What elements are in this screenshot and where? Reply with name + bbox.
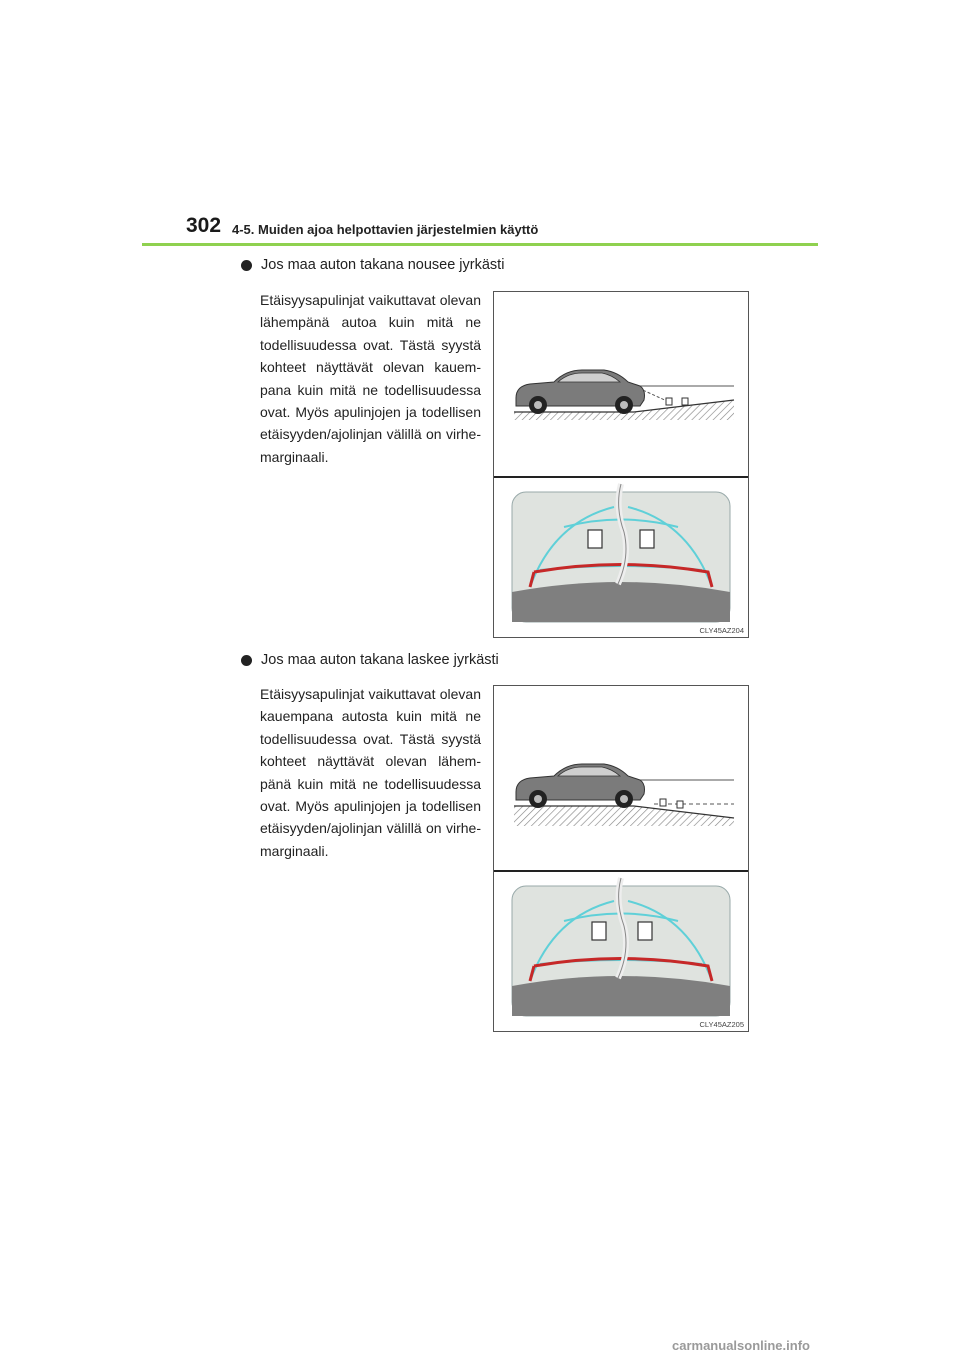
section-heading-uphill [241,257,504,273]
side-view [514,370,734,420]
header-rule [142,243,818,246]
side-view [514,764,734,826]
figure-downhill [493,685,749,1032]
figure-code: CLY45AZ205 [699,1020,744,1029]
section-heading-downhill [241,652,499,668]
section-heading-text: Jos maa auton takana laskee jyrkästi [261,652,499,668]
bullet-icon [241,260,252,271]
camera-view [512,878,730,1016]
camera-view [512,484,730,622]
watermark-link[interactable]: carmanualsonline.info [672,1338,810,1353]
bullet-icon [241,655,252,666]
car-icon [516,370,645,414]
uphill-illustration [494,292,748,637]
downhill-illustration [494,686,748,1031]
section-title: 4-5. Muiden ajoa helpottavien järjestelmien käyttö [232,222,539,237]
page-number: 302 [186,214,222,237]
figure-uphill [493,291,749,638]
figure-code: CLY45AZ204 [699,626,744,635]
section-heading-text: Jos maa auton takana nousee jyrkästi [261,257,505,273]
section-paragraph-uphill: Etäisyysapulinjat vaikuttavat olevan lähempänä autoa kuin mitä ne todellisuudessa ovat. Tästä syystä kohteet näyttävät olevan kauem-pana kuin mitä ne todellisuudessa ovat. Myös apulinjojen ja todellisen etäisyyden/ajolinjan välillä on virhe-marginaali. [260,292,481,465]
section-paragraph-downhill: Etäisyysapulinjat vaikuttavat olevan kauempana autosta kuin mitä ne todellisuudessa ovat. Tästä syystä kohteet näyttävät olevan lähem-pänä kuin mitä ne todellisuudessa ovat. Myös apulinjojen ja todellisen etäisyyden/ajolinjan välillä on virhe-marginaali. [260,686,481,859]
car-icon [516,764,645,808]
